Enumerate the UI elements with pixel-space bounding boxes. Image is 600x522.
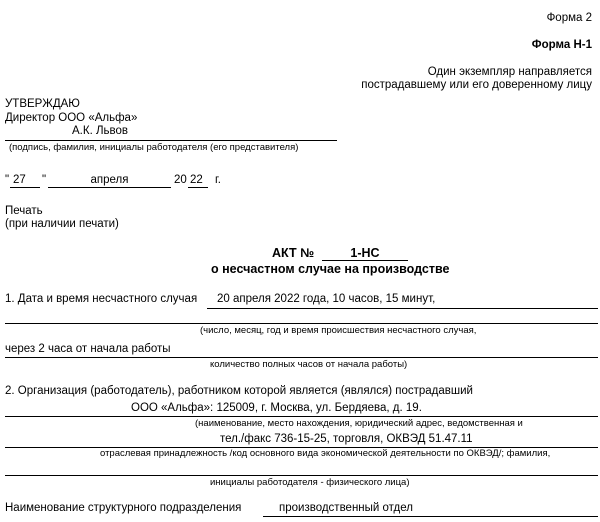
signature-caption: (подпись, фамилия, инициалы работодателя (его представителя) (9, 142, 299, 153)
section1-value2: через 2 часа от начала работы (5, 343, 171, 355)
date-year-label: г. (215, 174, 221, 186)
date-quote-close: " (42, 174, 47, 186)
section2-caption3: инициалы работодателя - физического лица) (210, 477, 410, 488)
section2-value2: тел./факс 736-15-25, торговля, ОКВЭД 51.47.11 (220, 433, 473, 445)
act-title-prefix: АКТ № (272, 246, 315, 260)
section2-value1: ООО «Альфа»: 125009, г. Москва, ул. Бердяева, д. 19. (131, 402, 422, 414)
signature-line (5, 140, 337, 141)
section2-label: 2. Организация (работодатель), работником которой является (являлся) пострадавший (5, 385, 473, 397)
date-year-suffix: 22 (190, 174, 203, 186)
section2-caption1: (наименование, место нахождения, юридический адрес, ведомственная и (195, 418, 523, 429)
act-number-line (322, 260, 408, 261)
section1-caption2: количество полных часов от начала работы) (210, 359, 408, 370)
section1-label: 1. Дата и время несчастного случая (5, 293, 198, 305)
copy-note-line1: Один экземпляр направляется (427, 66, 592, 78)
section2-caption2: отраслевая принадлежность /код основного вида экономической деятельности по ОКВЭД/; фамилия, (100, 448, 551, 459)
stamp-note: (при наличии печати) (5, 218, 119, 230)
section2-blank-line (5, 475, 598, 476)
section2-value1-line (5, 416, 598, 417)
date-day-line (10, 187, 40, 188)
date-day: 27 (13, 174, 26, 186)
section1-value: 20 апреля 2022 года, 10 часов, 15 минут, (217, 293, 436, 305)
date-month: апреля (90, 174, 129, 186)
act-subtitle: о несчастном случае на производстве (211, 262, 450, 276)
department-label: Наименование структурного подразделения (5, 502, 242, 514)
approve-heading: УТВЕРЖДАЮ (5, 98, 80, 110)
stamp-label: Печать (5, 205, 43, 217)
form-code: Форма Н-1 (531, 39, 592, 51)
copy-note-line2: пострадавшему или его доверенному лицу (361, 79, 592, 91)
date-quote-open: " (5, 174, 10, 186)
section1-caption1: (число, месяц, год и время происшествия несчастного случая, (200, 325, 477, 336)
date-month-line (48, 187, 171, 188)
date-year-line (188, 187, 208, 188)
act-number: 1-НС (350, 246, 380, 260)
department-value: производственный отдел (279, 502, 413, 514)
section1-blank-line (5, 323, 598, 324)
department-value-line (263, 516, 598, 517)
approver-position: Директор ООО «Альфа» (5, 112, 138, 124)
approver-name: А.К. Львов (72, 125, 128, 137)
section1-value2-line (5, 357, 598, 358)
section1-value-line (207, 308, 598, 309)
form-number: Форма 2 (546, 12, 592, 24)
date-year-prefix: 20 (174, 174, 187, 186)
